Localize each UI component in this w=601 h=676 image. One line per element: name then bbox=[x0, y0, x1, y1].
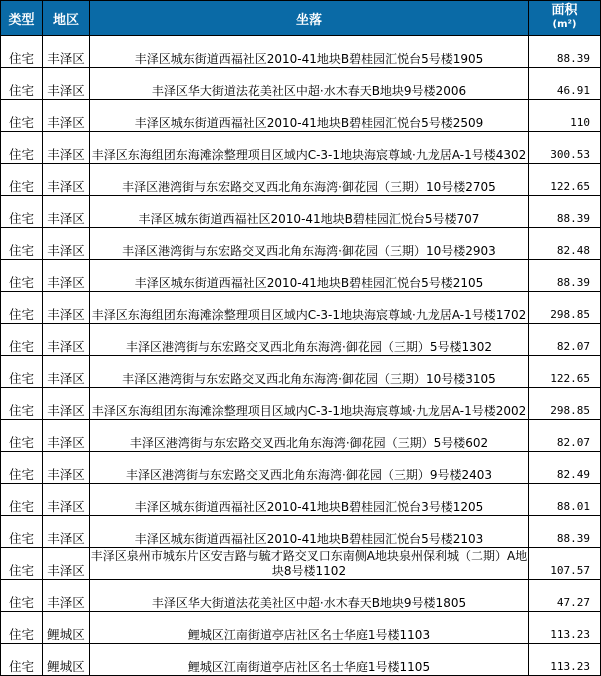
column-header-area-label: 面积 bbox=[551, 3, 578, 18]
cell-area[interactable]: 122.65 bbox=[529, 164, 601, 196]
column-header-type[interactable]: 类型 bbox=[1, 1, 43, 36]
cell-location[interactable]: 丰泽区城东街道西福社区2010-41地块B碧桂园汇悦台3号楼1205 bbox=[90, 484, 529, 516]
cell-location[interactable]: 丰泽区港湾街与东宏路交叉西北角东海湾·御花园（三期）5号楼602 bbox=[90, 420, 529, 452]
cell-type[interactable]: 住宅 bbox=[1, 100, 43, 132]
cell-location[interactable]: 丰泽区港湾街与东宏路交叉西北角东海湾·御花园（三期）10号楼2903 bbox=[90, 228, 529, 260]
cell-type[interactable]: 住宅 bbox=[1, 324, 43, 356]
table-row bbox=[1, 484, 601, 516]
cell-district[interactable]: 鲤城区 bbox=[43, 644, 90, 676]
column-header-district[interactable]: 地区 bbox=[43, 1, 90, 36]
cell-area[interactable]: 88.39 bbox=[529, 516, 601, 548]
table-row bbox=[1, 548, 601, 580]
cell-location[interactable]: 丰泽区城东街道西福社区2010-41地块B碧桂园汇悦台5号楼1905 bbox=[90, 36, 529, 68]
cell-area[interactable]: 82.07 bbox=[529, 420, 601, 452]
column-header-location[interactable]: 坐落 bbox=[90, 1, 529, 36]
table-row bbox=[1, 580, 601, 612]
header-row bbox=[1, 1, 601, 36]
cell-type[interactable]: 住宅 bbox=[1, 132, 43, 164]
table-row bbox=[1, 68, 601, 100]
cell-location[interactable]: 丰泽区港湾街与东宏路交叉西北角东海湾·御花园（三期）9号楼2403 bbox=[90, 452, 529, 484]
cell-district[interactable]: 丰泽区 bbox=[43, 580, 90, 612]
cell-location[interactable]: 丰泽区东海组团东海滩涂整理项目区域内C-3-1地块海宸尊域·九龙居A-1号楼4302 bbox=[90, 132, 529, 164]
table-row bbox=[1, 260, 601, 292]
cell-district[interactable]: 丰泽区 bbox=[43, 516, 90, 548]
cell-type[interactable]: 住宅 bbox=[1, 36, 43, 68]
cell-type[interactable]: 住宅 bbox=[1, 292, 43, 324]
cell-location[interactable]: 丰泽区东海组团东海滩涂整理项目区域内C-3-1地块海宸尊域·九龙居A-1号楼2002 bbox=[90, 388, 529, 420]
cell-location[interactable]: 丰泽区泉州市城东片区安吉路与毓才路交叉口东南侧A地块泉州保利城（二期）A地块8号楼1102 bbox=[90, 549, 528, 578]
cell-district[interactable]: 丰泽区 bbox=[43, 452, 90, 484]
cell-type[interactable]: 住宅 bbox=[1, 196, 43, 228]
table-row bbox=[1, 228, 601, 260]
table-row bbox=[1, 388, 601, 420]
cell-area[interactable]: 113.23 bbox=[529, 644, 601, 676]
cell-area[interactable]: 298.85 bbox=[529, 388, 601, 420]
cell-location[interactable]: 丰泽区华大街道法花美社区中超·水木春天B地块9号楼1805 bbox=[90, 580, 529, 612]
table-row bbox=[1, 644, 601, 676]
cell-district[interactable]: 丰泽区 bbox=[43, 356, 90, 388]
cell-area[interactable]: 82.07 bbox=[529, 324, 601, 356]
cell-location[interactable]: 丰泽区港湾街与东宏路交叉西北角东海湾·御花园（三期）10号楼3105 bbox=[90, 356, 529, 388]
cell-location[interactable]: 丰泽区城东街道西福社区2010-41地块B碧桂园汇悦台5号楼2103 bbox=[90, 516, 529, 548]
cell-area[interactable]: 88.39 bbox=[529, 36, 601, 68]
table-row bbox=[1, 36, 601, 68]
cell-type[interactable]: 住宅 bbox=[1, 516, 43, 548]
cell-type[interactable]: 住宅 bbox=[1, 420, 43, 452]
cell-type[interactable]: 住宅 bbox=[1, 68, 43, 100]
cell-district[interactable]: 丰泽区 bbox=[43, 36, 90, 68]
table-row bbox=[1, 324, 601, 356]
cell-area[interactable]: 298.85 bbox=[529, 292, 601, 324]
column-header-area[interactable] bbox=[529, 1, 601, 36]
cell-district[interactable]: 丰泽区 bbox=[43, 324, 90, 356]
column-header-area-unit: (m²) bbox=[552, 19, 577, 30]
cell-location[interactable]: 鲤城区江南街道亭店社区名士华庭1号楼1103 bbox=[90, 612, 529, 644]
cell-location[interactable]: 丰泽区城东街道西福社区2010-41地块B碧桂园汇悦台5号楼2509 bbox=[90, 100, 529, 132]
cell-district[interactable]: 丰泽区 bbox=[43, 388, 90, 420]
cell-district[interactable]: 鲤城区 bbox=[43, 612, 90, 644]
cell-area[interactable]: 46.91 bbox=[529, 68, 601, 100]
cell-location[interactable]: 丰泽区港湾街与东宏路交叉西北角东海湾·御花园（三期）5号楼1302 bbox=[90, 324, 529, 356]
cell-district[interactable]: 丰泽区 bbox=[43, 68, 90, 100]
cell-type[interactable]: 住宅 bbox=[1, 356, 43, 388]
cell-type[interactable]: 住宅 bbox=[1, 164, 43, 196]
cell-type[interactable]: 住宅 bbox=[1, 612, 43, 644]
table-row bbox=[1, 356, 601, 388]
cell-area[interactable]: 82.48 bbox=[529, 228, 601, 260]
cell-district[interactable]: 丰泽区 bbox=[43, 484, 90, 516]
cell-district[interactable]: 丰泽区 bbox=[43, 228, 90, 260]
cell-location[interactable]: 丰泽区港湾街与东宏路交叉西北角东海湾·御花园（三期）10号楼2705 bbox=[90, 164, 529, 196]
cell-area[interactable]: 122.65 bbox=[529, 356, 601, 388]
cell-district[interactable]: 丰泽区 bbox=[43, 132, 90, 164]
cell-location[interactable]: 丰泽区城东街道西福社区2010-41地块B碧桂园汇悦台5号楼707 bbox=[90, 196, 529, 228]
cell-district[interactable]: 丰泽区 bbox=[43, 292, 90, 324]
cell-type[interactable]: 住宅 bbox=[1, 484, 43, 516]
cell-type[interactable]: 住宅 bbox=[1, 548, 43, 580]
cell-district[interactable]: 丰泽区 bbox=[43, 420, 90, 452]
cell-area[interactable]: 47.27 bbox=[529, 580, 601, 612]
cell-area[interactable]: 88.39 bbox=[529, 260, 601, 292]
cell-type[interactable]: 住宅 bbox=[1, 388, 43, 420]
cell-type[interactable]: 住宅 bbox=[1, 260, 43, 292]
table-row bbox=[1, 164, 601, 196]
table-row bbox=[1, 420, 601, 452]
cell-type[interactable]: 住宅 bbox=[1, 228, 43, 260]
cell-type[interactable]: 住宅 bbox=[1, 580, 43, 612]
cell-type[interactable]: 住宅 bbox=[1, 644, 43, 676]
table-row bbox=[1, 100, 601, 132]
cell-location[interactable]: 丰泽区东海组团东海滩涂整理项目区域内C-3-1地块海宸尊域·九龙居A-1号楼1702 bbox=[90, 292, 529, 324]
table-row bbox=[1, 612, 601, 644]
cell-location[interactable]: 丰泽区城东街道西福社区2010-41地块B碧桂园汇悦台5号楼2105 bbox=[90, 260, 529, 292]
cell-area[interactable]: 300.53 bbox=[529, 132, 601, 164]
cell-area[interactable]: 88.01 bbox=[529, 484, 601, 516]
table-row bbox=[1, 196, 601, 228]
cell-area[interactable]: 88.39 bbox=[529, 196, 601, 228]
cell-area[interactable]: 110 bbox=[529, 100, 601, 132]
cell-type[interactable]: 住宅 bbox=[1, 452, 43, 484]
cell-location[interactable]: 鲤城区江南街道亭店社区名士华庭1号楼1105 bbox=[90, 644, 529, 676]
table-row bbox=[1, 452, 601, 484]
table-row bbox=[1, 516, 601, 548]
cell-district[interactable]: 丰泽区 bbox=[43, 100, 90, 132]
cell-district[interactable]: 丰泽区 bbox=[43, 164, 90, 196]
cell-area[interactable]: 82.49 bbox=[529, 452, 601, 484]
cell-location[interactable]: 丰泽区华大街道法花美社区中超·水木春天B地块9号楼2006 bbox=[90, 68, 529, 100]
cell-area[interactable]: 113.23 bbox=[529, 612, 601, 644]
cell-district[interactable]: 丰泽区 bbox=[43, 196, 90, 228]
table-body bbox=[1, 36, 601, 676]
table-row bbox=[1, 292, 601, 324]
cell-district[interactable]: 丰泽区 bbox=[43, 260, 90, 292]
table-row bbox=[1, 132, 601, 164]
cell-area[interactable]: 107.57 bbox=[529, 548, 601, 580]
cell-district[interactable]: 丰泽区 bbox=[43, 548, 90, 580]
